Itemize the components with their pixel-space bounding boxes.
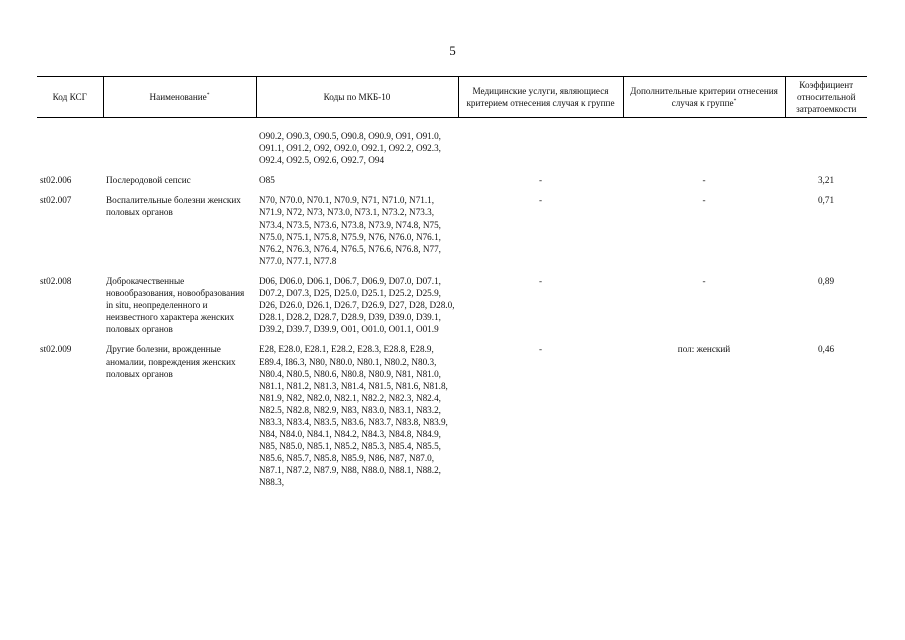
footnote-mark: * [206,91,210,98]
table-spacer [37,118,867,131]
cell-mkb-codes: E28, E28.0, E28.1, E28.2, E28.3, E28.8, E28.9, E89.4, I86.3, N80, N80.0, N80.1, N80.2, N80.3, N80.4, N80.5, N80.6, N80.8, N80.9, N81, N81.0, N81.1, N81.2, N81.3, N81.4, N81.5, N81.6, N81.8, N81.9, N82, N82.0, N82.1, N82.2, N82.3, N82.4, N82.5, N82.8, N82.9, N83, N83.0, N83.1, N83.2, N83.3, N83.4, N83.5, N83.6, N83.7, N83.8, N83.9, N84, N84.0, N84.1, N84.2, N84.3, N84.8, N84.9, N85, N85.0, N85.1, N85.2, N85.3, N85.4, N85.5, N85.6, N85.7, N85.8, N85.9, N86, N87, N87.0, N87.1, N87.2, N87.9, N88, N88.0, N88.1, N88.2, N88.3, [259,344,448,488]
table-row [37,275,867,343]
header-name: Наименование* [103,77,256,118]
cell-coefficient: 3,21 [817,175,835,186]
cell-services: - [538,275,543,286]
cell-mkb-codes: O85 [259,175,275,186]
header-services: Медицинские услуги, являющиеся критерием отнесения случая к группе [458,77,623,118]
cell-services: - [538,344,543,355]
header-mkb: Коды по МКБ-10 [256,77,458,118]
ksg-table [37,76,867,497]
cell-ksg-code: st02.008 [40,275,72,286]
cell-additional-criteria: - [702,175,706,186]
cell-mkb-codes: N70, N70.0, N70.1, N70.9, N71, N71.0, N71.1, N71.9, N72, N73, N73.0, N73.1, N73.2, N73.3, N73.4, N73.5, N73.6, N73.8, N73.9, N74.8, N75, N75.0, N75.1, N75.8, N75.9, N76, N76.0, N76.1, N76.2, N76.3, N76.4, N76.5, N76.6, N76.8, N77, N77.0, N77.1, N77.8 [259,195,441,266]
cell-name: Доброкачественные новообразования, новообразования in situ, неопределенного и неизвестного характера женских половых органов [106,275,245,335]
cell-name: Воспалительные болезни женских половых органов [106,195,241,218]
cell-additional-criteria: - [702,195,706,206]
page-number: 5 [449,43,456,58]
table-row [37,194,867,275]
cell-coefficient: 0,89 [817,275,835,286]
cell-coefficient: 0,46 [817,344,835,355]
cell-name: Послеродовой сепсис [106,175,191,186]
footnote-mark: * [733,98,737,104]
cell-additional-criteria: пол: женский [677,344,731,355]
table-row-continuation [37,130,867,174]
cell-mkb-codes: D06, D06.0, D06.1, D06.7, D06.9, D07.0, D07.1, D07.2, D07.3, D25, D25.0, D25.1, D25.2, D25.9, D26, D26.0, D26.1, D26.7, D26.9, D27, D28, D28.0, D28.1, D28.2, D28.7, D28.9, D39, D39.0, D39.1, D39.2, D39.7, D39.9, O01, O01.0, O01.1, O01.9 [259,275,455,335]
table-row [37,343,867,496]
table-row [37,174,867,194]
cell-services: - [538,195,543,206]
cell-coefficient: 0,71 [817,195,835,206]
cell-additional-criteria: - [702,275,706,286]
cell-ksg-code: st02.007 [40,195,72,206]
header-code: Код КСГ [37,77,103,118]
cell-ksg-code: st02.009 [40,344,72,355]
cell-mkb-codes: O90.2, O90.3, O90.5, O90.8, O90.9, O91, O91.0, O91.1, O91.2, O92, O92.0, O92.1, O92.2, O92.3, O92.4, O92.5, O92.6, O92.7, O94 [259,131,441,166]
header-additional: Дополнительные критерии отнесения случая к группе* [623,77,785,118]
table-header [37,77,867,118]
cell-ksg-code: st02.006 [40,175,72,186]
cell-services: - [538,175,543,186]
header-coefficient: Коэффициент относительной затратоемкости [785,77,867,118]
cell-name: Другие болезни, врожденные аномалии, повреждения женских половых органов [106,344,236,379]
